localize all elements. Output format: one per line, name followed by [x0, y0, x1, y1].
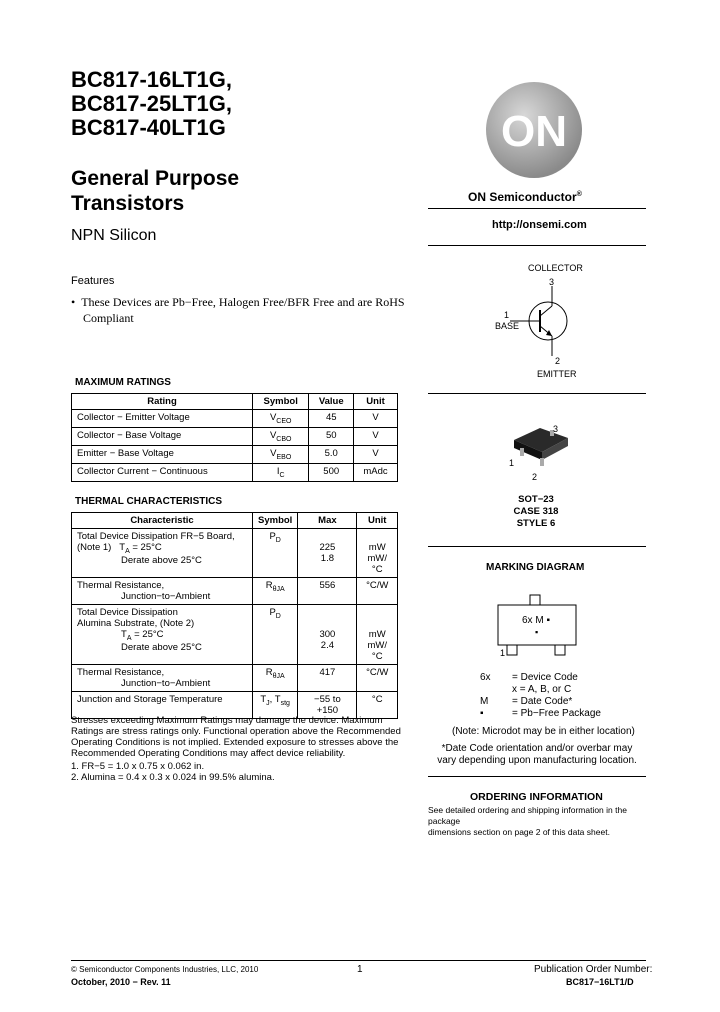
pkg-pin1: 1 — [509, 458, 515, 468]
pkg-pin2: 2 — [532, 472, 538, 482]
col-value: Value — [309, 394, 354, 410]
table-header-row — [72, 513, 398, 529]
symbol-cell: $I_C$ — [253, 463, 309, 481]
characteristic-cell: Thermal Resistance, Junction−to−Ambient — [72, 665, 253, 692]
transistor-symbol — [510, 286, 570, 356]
col-max: Max — [298, 513, 357, 529]
marking-heading: MARKING DIAGRAM — [486, 562, 585, 573]
part-number-1: BC817-16LT1G, — [71, 67, 232, 92]
unit-cell: mW mW/°C — [357, 529, 398, 578]
divider — [428, 546, 646, 547]
marking-diagram — [495, 592, 585, 662]
divider — [428, 776, 646, 777]
value-cell: 45 — [309, 410, 354, 428]
max-cell: 300 2.4 — [298, 605, 357, 665]
legend-item: M = Date Code* — [480, 696, 573, 707]
feature-item-continued: Compliant — [83, 311, 134, 325]
note-2: 2. Alumina = 0.4 x 0.3 x 0.024 in 99.5% alumina. — [71, 772, 275, 783]
collector-label: COLLECTOR — [528, 263, 583, 273]
marking-code: 6x M ▪ — [522, 615, 550, 626]
characteristic-cell: Total Device Dissipation Alumina Substrate, (Note 2) $T_A = 25^\circ C$ Derate above 25°C — [72, 605, 253, 665]
symbol-cell: $T_J$, $T_{stg}$ — [253, 692, 298, 719]
rating-cell: Collector − Base Voltage — [72, 427, 253, 445]
table-row — [72, 445, 398, 463]
value-cell: 500 — [309, 463, 354, 481]
marking-dot: ▪ — [535, 627, 539, 637]
symbol-cell: $P_D$ — [253, 605, 298, 665]
max-cell: 225 1.8 — [298, 529, 357, 578]
title-line-2: Transistors — [71, 192, 185, 215]
table-row — [72, 427, 398, 445]
symbol-cell: $V_{CEO}$ — [253, 410, 309, 428]
characteristic-cell: Thermal Resistance, Junction−to−Ambient — [72, 578, 253, 605]
unit-cell: mW mW/°C — [357, 605, 398, 665]
publication-label: Publication Order Number: — [534, 964, 653, 975]
notes — [71, 761, 275, 783]
marking-pin1: 1 — [500, 648, 506, 658]
emitter-label: EMITTER — [537, 369, 577, 379]
col-symbol: Symbol — [253, 513, 298, 529]
col-symbol: Symbol — [253, 394, 309, 410]
characteristic-cell: Junction and Storage Temperature — [72, 692, 253, 719]
company-name: ON Semiconductor® — [468, 190, 582, 204]
divider — [428, 245, 646, 246]
date-code-footnote: *Date Code orientation and/or overbar may vary depending upon manufacturing location. — [437, 743, 637, 766]
table-row — [72, 529, 398, 578]
pin3-label: 3 — [549, 277, 555, 287]
table-row — [72, 410, 398, 428]
website-link[interactable]: http://onsemi.com — [492, 219, 587, 231]
symbol-cell: $P_D$ — [253, 529, 298, 578]
rating-cell: Collector Current − Continuous — [72, 463, 253, 481]
unit-cell: V — [354, 410, 398, 428]
unit-cell: V — [354, 427, 398, 445]
divider — [428, 208, 646, 209]
publication-number: BC817−16LT1/D — [566, 977, 634, 987]
max-cell: 417 — [298, 665, 357, 692]
unit-cell: mAdc — [354, 463, 398, 481]
page-number: 1 — [357, 964, 363, 975]
col-characteristic: Characteristic — [72, 513, 253, 529]
features-heading: Features — [71, 275, 115, 287]
thermal-table — [71, 512, 398, 719]
legend-item: ▪ = Pb−Free Package — [480, 708, 601, 719]
unit-cell: °C/W — [357, 578, 398, 605]
max-cell: −55 to +150 — [298, 692, 357, 719]
max-ratings-heading: MAXIMUM RATINGS — [75, 377, 171, 388]
pin1-label: 1 — [504, 310, 510, 320]
ordering-heading: ORDERING INFORMATION — [470, 791, 603, 803]
symbol-cell: $R_{\theta JA}$ — [253, 665, 298, 692]
stress-note: Stresses exceeding Maximum Ratings may damage the device. Maximum Ratings are stress ratings only. Functional operation above the Recommended Operating Conditions is not implied. Extended exposure to stresses above the Recommended Operating Conditions may affect device reliability. — [71, 715, 401, 759]
max-ratings-table — [71, 393, 398, 482]
symbol-cell: $R_{\theta JA}$ — [253, 578, 298, 605]
rating-cell: Emitter − Base Voltage — [72, 445, 253, 463]
pkg-pin3: 3 — [553, 424, 559, 434]
ordering-text: See detailed ordering and shipping information in the package dimensions section on page 2 of this data sheet. — [428, 805, 627, 837]
part-number-2: BC817-25LT1G, — [71, 91, 232, 116]
table-row — [72, 578, 398, 605]
package-info: SOT−23 CASE 318 STYLE 6 — [513, 494, 559, 529]
legend-item: 6x = Device Code — [480, 672, 578, 683]
legend-item: x = A, B, or C — [512, 684, 572, 695]
on-logo — [484, 80, 584, 180]
pin2-label: 2 — [555, 356, 561, 366]
value-cell: 5.0 — [309, 445, 354, 463]
base-label: BASE — [495, 321, 520, 331]
revision-date: October, 2010 − Rev. 11 — [71, 977, 171, 987]
col-unit: Unit — [357, 513, 398, 529]
marking-legend — [480, 672, 601, 720]
characteristic-cell: Total Device Dissipation FR−5 Board, (Note 1) $T_A = 25^\circ C$ Derate above 25°C — [72, 529, 253, 578]
unit-cell: °C/W — [357, 665, 398, 692]
microdot-note: (Note: Microdot may be in either location) — [452, 726, 635, 737]
max-cell: 556 — [298, 578, 357, 605]
unit-cell: V — [354, 445, 398, 463]
divider — [428, 393, 646, 394]
col-unit: Unit — [354, 394, 398, 410]
table-row — [72, 665, 398, 692]
footer-divider — [71, 960, 646, 961]
subtitle: NPN Silicon — [71, 227, 157, 244]
feature-item: • These Devices are Pb−Free, Halogen Free/BFR Free and are RoHS — [71, 295, 405, 309]
thermal-heading: THERMAL CHARACTERISTICS — [75, 496, 223, 507]
symbol-cell: $V_{CBO}$ — [253, 427, 309, 445]
table-header-row — [72, 394, 398, 410]
table-row — [72, 605, 398, 665]
copyright: © Semiconductor Components Industries, LLC, 2010 — [71, 965, 259, 974]
note-1: 1. FR−5 = 1.0 x 0.75 x 0.062 in. — [71, 761, 205, 772]
col-rating: Rating — [72, 394, 253, 410]
rating-cell: Collector − Emitter Voltage — [72, 410, 253, 428]
features-list — [71, 294, 405, 326]
part-number-3: BC817-40LT1G — [71, 115, 226, 140]
unit-cell: °C — [357, 692, 398, 719]
value-cell: 50 — [309, 427, 354, 445]
title-line-1: General Purpose — [71, 167, 240, 190]
table-row — [72, 463, 398, 481]
symbol-cell: $V_{EBO}$ — [253, 445, 309, 463]
logo-text: ON — [501, 107, 567, 156]
